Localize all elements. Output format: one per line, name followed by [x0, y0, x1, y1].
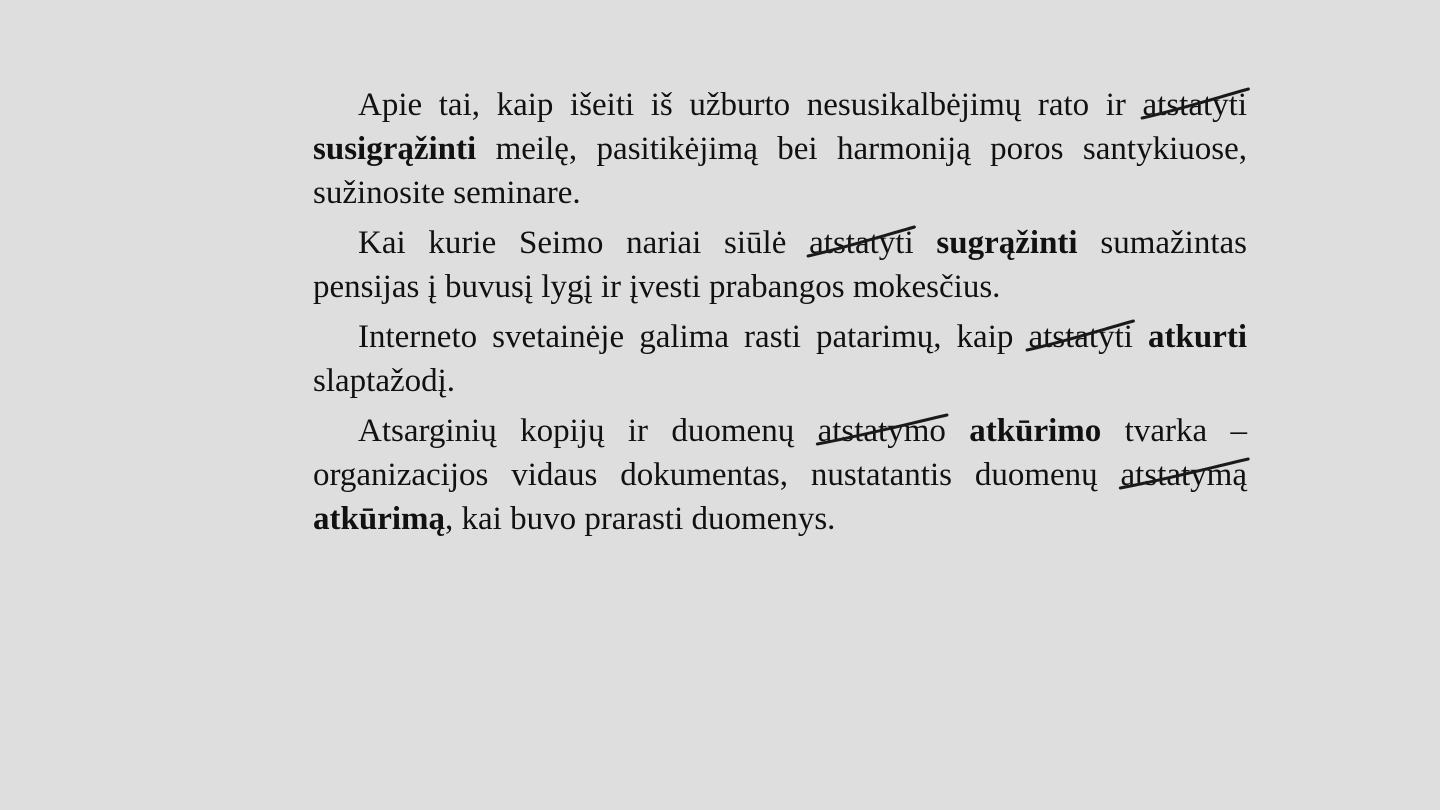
- struck-word-wrapper: [1028, 315, 1132, 359]
- struck-word-wrapper: [1121, 453, 1247, 497]
- paragraph-3: [313, 315, 1247, 403]
- correct-word: susigrąžinti: [313, 131, 477, 167]
- correct-word: atkūrimą: [313, 501, 445, 537]
- text-segment: , kai buvo prarasti duomenys.: [445, 501, 836, 537]
- paragraph-2: [313, 221, 1247, 309]
- text-segment: Interneto svetainėje galima rasti patarimų, kaip: [358, 319, 1029, 355]
- struck-word: atstatymą: [1120, 457, 1247, 493]
- struck-word: atstatyti: [1142, 87, 1247, 123]
- text-segment: [914, 225, 937, 261]
- text-segment: Kai kurie Seimo nariai siūlė: [358, 225, 810, 261]
- paragraph-1: [313, 83, 1247, 215]
- text-segment: [1133, 319, 1148, 355]
- text-segment: sumažintas pensijas į buvusį lygį ir įvesti prabangos mokesčius.: [313, 225, 1247, 305]
- text-segment: tvarka – organizacijos vidaus dokumentas, nustatantis duomenų: [313, 413, 1248, 493]
- struck-word: atstatyti: [809, 225, 914, 261]
- struck-word: atstatymo: [817, 413, 946, 449]
- text-segment: meilę, pasitikėjimą bei harmoniją poros santykiuose, sužinosite seminare.: [313, 131, 1247, 211]
- correct-word: atkurti: [1148, 319, 1248, 355]
- text-segment: slaptažodį.: [313, 363, 456, 399]
- struck-word-wrapper: [809, 221, 913, 265]
- text-segment: Apie tai, kaip išeiti iš užburto nesusikalbėjimų rato ir: [358, 87, 1143, 123]
- text-block: [313, 83, 1247, 547]
- paragraph-4: [313, 409, 1247, 541]
- struck-word-wrapper: [818, 409, 946, 453]
- correct-word: atkūrimo: [969, 413, 1102, 449]
- text-segment: Atsarginių kopijų ir duomenų: [358, 413, 818, 449]
- correct-word: sugrąžinti: [936, 225, 1078, 261]
- struck-word: atstatyti: [1028, 319, 1133, 355]
- text-segment: [946, 413, 969, 449]
- struck-word-wrapper: [1143, 83, 1247, 127]
